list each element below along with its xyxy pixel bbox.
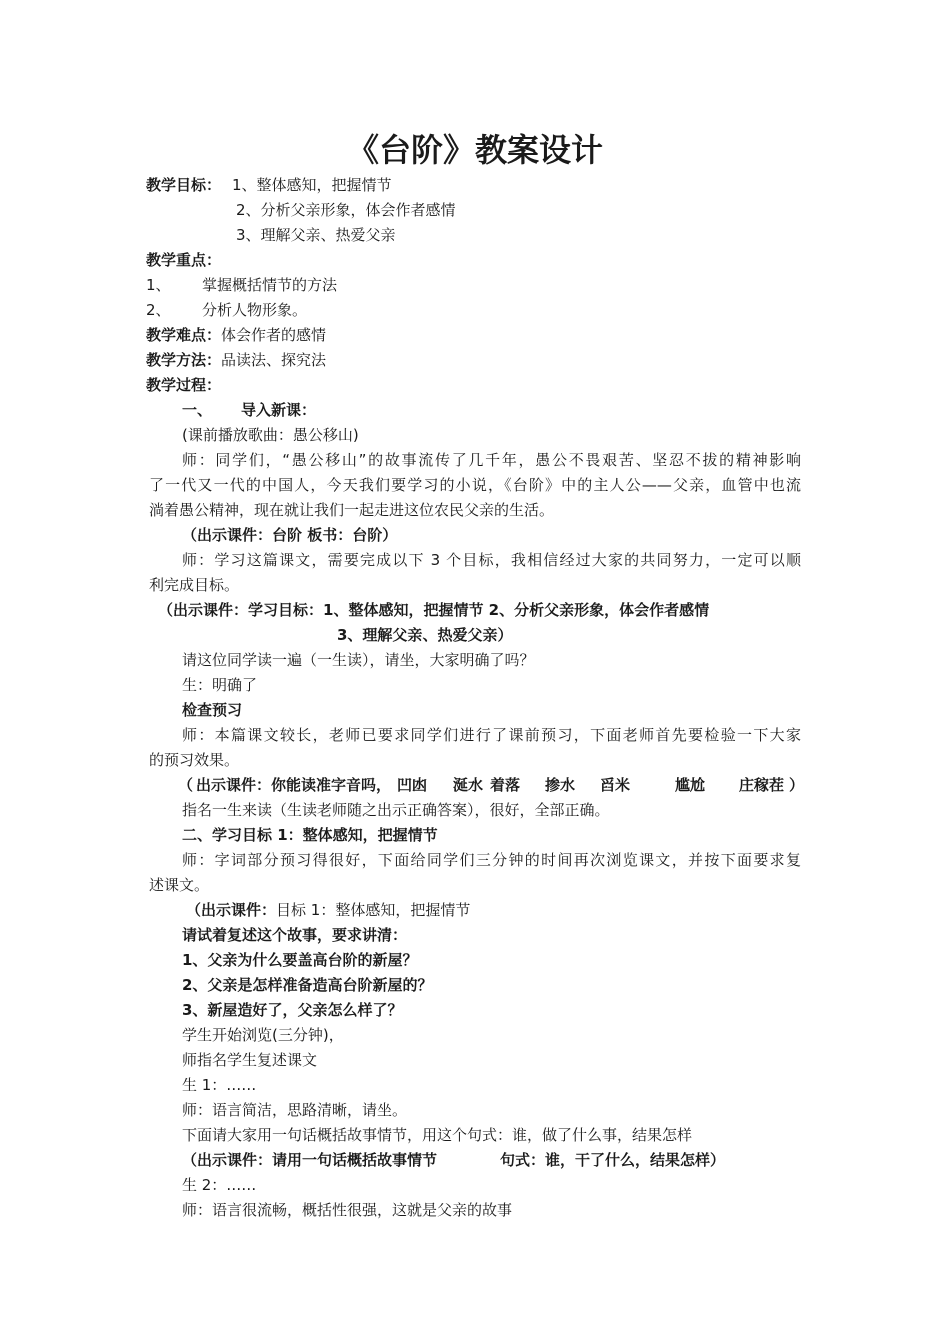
teacher-comment2: 师：语言很流畅，概括性很强，这就是父亲的故事 xyxy=(182,1201,513,1219)
slide5-text: （出示课件：请用一句话概括故事情节 xyxy=(182,1151,438,1169)
goals-intro-line: 师：学习这篇课文，需要完成以下 3 个目标，我相信经过大家的共同努力，一定可以顺 xyxy=(182,551,801,569)
key-point-text: 分析人物形象。 xyxy=(202,301,308,319)
goals-intro-line: 利完成目标。 xyxy=(149,576,240,594)
slide4-line xyxy=(186,898,470,923)
student-answer: 生：明确了 xyxy=(182,676,258,694)
browse-note: 学生开始浏览(三分钟)， xyxy=(182,1026,344,1044)
goals-label: 教学目标： xyxy=(146,176,222,194)
student2-line: 生 2：…… xyxy=(182,1176,257,1194)
slide4-label: 出示课件： xyxy=(201,901,277,919)
slide5-pattern: 句式：谁，干了什么，结果怎样） xyxy=(500,1151,726,1169)
retell-heading: 请试着复述这个故事，要求讲清： xyxy=(182,926,408,944)
method-label: 教学方法： xyxy=(146,351,222,369)
intro-paragraph-line: 师：同学们，“愚公移山”的故事流传了几千年，愚公不畏艰苦、坚忍不拔的精神影响 xyxy=(182,451,801,469)
goal-item: 2、分析父亲形象，体会作者感情 xyxy=(236,201,456,219)
section2-text-line: 述课文。 xyxy=(149,876,210,894)
preview-text-line: 的预习效果。 xyxy=(149,751,240,769)
section2-text-line: 师：字词部分预习得很好，下面给同学们三分钟的时间再次浏览课文，并按下面要求复 xyxy=(182,851,801,869)
teacher-comment1: 师：语言简洁，思路清晰，请坐。 xyxy=(182,1101,408,1119)
read-request: 请这位同学读一遍（一生读），请坐，大家明确了吗？ xyxy=(182,651,535,669)
section1-number: 一、 xyxy=(182,401,213,419)
preview-text-line: 师：本篇课文较长，老师已要求同学们进行了课前预习，下面老师首先要检验一下大家 xyxy=(182,726,801,744)
vocab-word: 涎水 xyxy=(453,776,484,794)
goal-item: 3、理解父亲、热爱父亲 xyxy=(236,226,396,244)
summary-request: 下面请大家用一句话概括故事情节，用这个句式：谁，做了什么事，结果怎样 xyxy=(182,1126,693,1144)
intro-paragraph-line: 淌着愚公精神，现在就让我们一起走进这位农民父亲的生活。 xyxy=(149,501,555,519)
slide4-open: （ xyxy=(186,901,202,919)
call-student: 师指名学生复述课文 xyxy=(182,1051,318,1069)
method-line xyxy=(146,348,326,373)
song-note: (课前播放歌曲：愚公移山) xyxy=(182,426,359,444)
process-label: 教学过程： xyxy=(146,376,222,394)
slide3-follow: 指名一生来读（生读老师随之出示正确答案），很好，全部正确。 xyxy=(182,801,610,819)
difficulty-text: 体会作者的感情 xyxy=(221,326,327,344)
vocab-word: 着落 xyxy=(490,776,521,794)
difficulty-label: 教学难点： xyxy=(146,326,222,344)
question-item: 2、父亲是怎样准备造高台阶新屋的？ xyxy=(182,976,433,994)
student1-line: 生 1：…… xyxy=(182,1076,257,1094)
vocab-word: 庄稼茬 xyxy=(739,776,785,794)
question-item: 1、父亲为什么要盖高台阶的新屋？ xyxy=(182,951,418,969)
goal-item: 1、整体感知，把握情节 xyxy=(232,176,392,194)
preview-heading: 检查预习 xyxy=(182,701,243,719)
difficulty-line xyxy=(146,323,326,348)
slide-open-paren: （ xyxy=(178,776,194,794)
slide-note: （出示课件：台阶 板书：台阶） xyxy=(182,526,398,544)
section2-heading: 二、学习目标 1：整体感知，把握情节 xyxy=(182,826,438,844)
slide-pronunciation-label: 出示课件：你能读准字音吗， xyxy=(196,776,392,794)
vocab-word: 掺水 xyxy=(545,776,576,794)
slide4-text: 目标 1：整体感知，把握情节 xyxy=(276,901,471,919)
slide-goals-line: （出示课件：学习目标：1、整体感知，把握情节 2、分析父亲形象，体会作者感情 xyxy=(158,601,710,619)
method-text: 品读法、探究法 xyxy=(221,351,327,369)
question-item: 3、新屋造好了，父亲怎么样了？ xyxy=(182,1001,403,1019)
slide-goals-line: 3、理解父亲、热爱父亲） xyxy=(337,626,513,644)
section1-heading: 导入新课： xyxy=(241,401,317,419)
key-point-number: 2、 xyxy=(146,301,171,319)
key-points-label: 教学重点： xyxy=(146,251,222,269)
slide-close-paren: ） xyxy=(789,776,805,794)
key-point-text: 掌握概括情节的方法 xyxy=(202,276,338,294)
intro-paragraph-line: 了一代又一代的中国人，今天我们要学习的小说，《台阶》中的主人公——父亲，血管中也流 xyxy=(149,476,801,494)
vocab-word: 尴尬 xyxy=(675,776,706,794)
vocab-word: 凹凼 xyxy=(397,776,428,794)
document-title: 《台阶》教案设计 xyxy=(346,131,603,169)
vocab-word: 舀米 xyxy=(600,776,631,794)
key-point-number: 1、 xyxy=(146,276,171,294)
